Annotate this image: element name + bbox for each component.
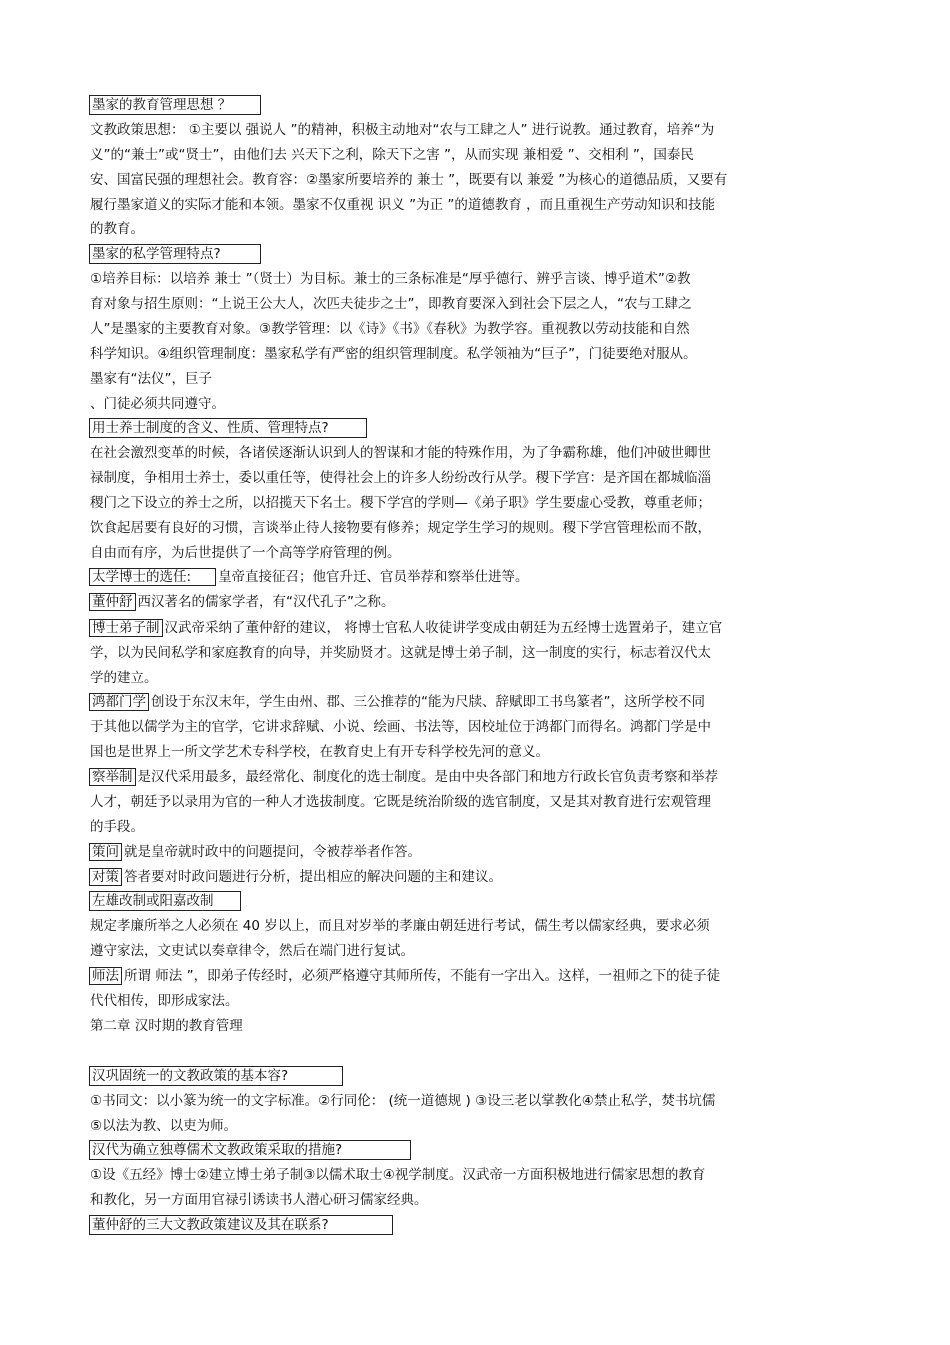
body-line: 育对象与招生原则：“上说王公大人，次匹夫徒步之士”，即教育要深入到社会下层之人，“农与工肆之 — [90, 296, 692, 312]
body-line: ①书同文：以小篆为统一的文字标准。②行同伦： (统一道德规 ) ③设三老以掌教化④禁止私学，焚书坑儒 — [90, 1093, 716, 1109]
term-line — [89, 843, 421, 861]
term-label: 董仲舒 — [89, 593, 136, 611]
body-line: ⑤以法为教、以吏为师。 — [90, 1118, 238, 1134]
body-line: 义”的“兼士”或“贤士”，由他们去 兴天下之利，除天下之害 ”，从而实现 兼相爱 ”、交相利 ”，国泰民 — [90, 147, 694, 163]
body-line: 科学知识。④组织管理制度：墨家私学有严密的组织管理制度。私学领袖为“巨子”，门徒要绝对服从。 — [90, 346, 697, 362]
section-heading: 墨家的教育管理思想 ？ — [89, 95, 261, 115]
section-heading: 董仲舒的三大文教政策建议及其在联系? — [89, 1215, 393, 1235]
body-line: 人”是墨家的主要教育对象。③教学管理：以《诗》《书》《春秋》为教学容。重视教以劳动技能和自然 — [90, 321, 690, 337]
body-line: 代代相传，即形成家法。 — [90, 993, 239, 1009]
term-text: 就是皇帝就时政中的问题提问，令被荐举者作答。 — [124, 844, 421, 860]
body-line: 、门徒必须共同遵守。 — [90, 396, 225, 412]
body-line: 遵守家法，文吏试以奏章律令，然后在端门进行复试。 — [90, 943, 414, 959]
term-label: 师法 — [89, 967, 122, 985]
body-line: 禄制度，争相用士养士，委以重任等，使得社会上的许多人纷纷改行从学。稷下学宫：是齐国在都城临淄 — [90, 470, 711, 486]
body-line: 在社会激烈变革的时候，各诸侯逐渐认识到人的智谋和才能的特殊作用，为了争霸称雄，他们冲破世卿世 — [90, 445, 711, 461]
term-line — [89, 619, 722, 637]
section-heading: 汉巩固统一的文教政策的基本容? — [89, 1066, 343, 1086]
term-text: 西汉著名的儒家学者，有“汉代孔子”之称。 — [137, 594, 395, 610]
body-line: 的教育。 — [90, 221, 144, 237]
body-line: 文教政策思想： ①主要以 强说人 ”的精神，积极主动地对“农与工肆之人” 进行说教。通过教育，培养“为 — [90, 122, 715, 138]
body-line: 和教化，另一方面用官禄引诱读书人潜心研习儒家经典。 — [90, 1192, 428, 1208]
body-line: 安、国富民强的理想社会。教育容：②墨家所要培养的 兼士 ”，既要有以 兼爱 ”为核心的道德品质，又要有 — [90, 172, 728, 188]
body-line: 稷门之下设立的养士之所，以招揽天下名士。稷下学宫的学则—《弟子职》学生要虚心受教，尊重老师； — [90, 495, 711, 511]
term-text: 皇帝直接征召；他官升迁、官员举荐和察举仕进等。 — [218, 569, 529, 585]
term-text: 汉武帝采纳了董仲舒的建议， 将博士官私人收徒讲学变成由朝廷为五经博士选置弟子，建立官 — [164, 620, 723, 636]
term-line — [89, 967, 720, 985]
term-label: 察举制 — [89, 768, 136, 786]
body-line: ①培养目标：以培养 兼士 ”（贤士）为目标。兼士的三条标准是“厚乎德行、辨乎言谈、博乎道术”②教 — [90, 271, 691, 287]
body-line: 于其他以儒学为主的官学，它讲求辞赋、小说、绘画、书法等，因校址位于鸿都门而得名。鸿都门学是中 — [90, 719, 711, 735]
term-label: 太学博士的选任: — [89, 568, 216, 586]
body-line: 饮食起居要有良好的习惯，言谈举止待人接物要有修养；规定学生学习的规则。稷下学宫管理松而不散， — [90, 520, 711, 536]
section-heading: 左雄改制或阳嘉改制 — [89, 891, 241, 911]
term-line — [89, 768, 718, 786]
term-line — [89, 693, 705, 711]
body-line: 学的建立。 — [90, 670, 158, 686]
term-text: 是汉代采用最多，最经常化、制度化的选士制度。是由中央各部门和地方行政长官负责考察和举荐 — [137, 769, 718, 785]
term-label: 对策 — [89, 868, 122, 886]
term-label: 策问 — [89, 843, 122, 861]
body-line: 人才，朝廷予以录用为官的一种人才选拔制度。它既是统治阶级的选官制度，又是其对教育进行宏观管理 — [90, 794, 711, 810]
body-line: 国也是世界上一所文学艺术专科学校，在教育史上有开专科学校先河的意义。 — [90, 744, 549, 760]
term-line — [89, 568, 529, 586]
body-line: 学，以为民间私学和家庭教育的向导，并奖励贤才。这就是博士弟子制，这一制度的实行，标志着汉代太 — [90, 645, 711, 661]
body-line: 履行墨家道义的实际才能和本领。墨家不仅重视 识义 ”为正 ”的道德教育 ，而且重视生产劳动知识和技能 — [90, 197, 716, 213]
section-heading: 用士养士制度的含义、性质、管理特点? — [89, 418, 367, 438]
body-line: 自由而有序，为后世提供了一个高等学府管理的例。 — [90, 545, 401, 561]
section-heading: 墨家的私学管理特点? — [89, 244, 261, 264]
body-line: 的手段。 — [90, 819, 144, 835]
term-text: 创设于东汉末年，学生由州、郡、三公推荐的“能为尺牍、辞赋即工书鸟篆者”，这所学校不同 — [151, 694, 705, 710]
term-text: 答者要对时政问题进行分析，提出相应的解决问题的主和建议。 — [124, 869, 502, 885]
body-line: ①设《五经》博士②建立博士弟子制③以儒术取士④视学制度。汉武帝一方面积极地进行儒家思想的教育 — [90, 1167, 706, 1183]
term-text: 所谓 师法 ”，即弟子传经时，必须严格遵守其师所传，不能有一字出入。这样，一祖师之下的徒子徒 — [124, 968, 721, 984]
body-line: 规定孝廉所举之人必须在 40 岁以上，而且对岁举的孝廉由朝廷进行考试，儒生考以儒家经典，要求必须 — [90, 918, 710, 934]
term-line — [89, 593, 395, 611]
term-label: 鸿都门学 — [89, 693, 149, 711]
term-label: 博士弟子制 — [89, 619, 163, 637]
section-heading: 汉代为确立独尊儒术文教政策采取的措施? — [89, 1140, 411, 1160]
chapter-title: 第二章 汉时期的教育管理 — [90, 1018, 243, 1034]
term-line — [89, 868, 502, 886]
body-line: 墨家有“法仪”，巨子 — [90, 371, 212, 387]
